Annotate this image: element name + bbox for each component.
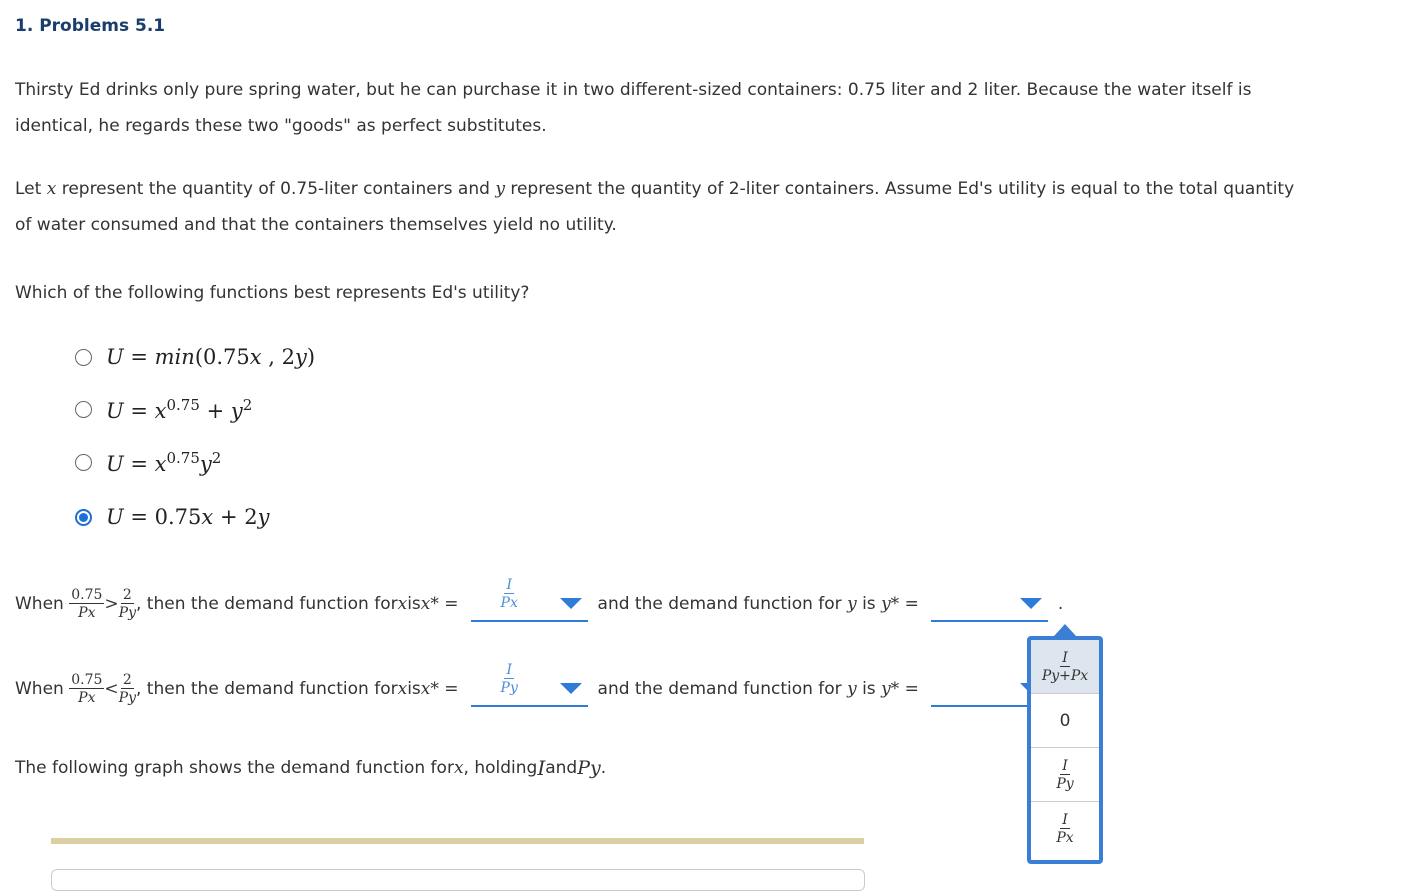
setup-paragraph: [15, 171, 1395, 243]
y-demand-dropdown-menu: [1027, 636, 1103, 864]
var-y: y: [495, 179, 505, 199]
graph-intro-text: The following graph shows the demand function for x , holding I and Py .: [15, 756, 607, 780]
dropdown-pointer: [1054, 624, 1076, 636]
radio-button[interactable]: [75, 401, 92, 418]
selected-value: $\frac{I}{Py}$: [500, 662, 518, 696]
option-label: U = 0.75x + 2y: [106, 505, 270, 529]
intro-line-2: identical, he regards these two "goods" as perfect substitutes.: [15, 116, 547, 136]
option-label: U = min(0.75x , 2y): [106, 345, 316, 369]
ratio-x: $\frac{0.75}{Px}$: [71, 587, 103, 621]
ratio-y: $\frac{2}{Py}$: [118, 672, 136, 706]
y-demand-select-1[interactable]: [931, 586, 1048, 622]
radio-button-selected[interactable]: [75, 509, 92, 526]
intro-line-1: Thirsty Ed drinks only pure spring water, but he can purchase it in two different-sized containers: 0.75 liter and 2 liter. Because the water itself is: [15, 80, 1252, 100]
x-demand-select-1[interactable]: [471, 577, 588, 622]
graph-container: [51, 869, 865, 891]
option-min[interactable]: [75, 345, 315, 369]
question-text: Which of the following functions best represents Ed's utility?: [15, 283, 530, 303]
radio-button[interactable]: [75, 454, 92, 471]
dropdown-option[interactable]: 0: [1031, 694, 1099, 748]
when-row-2: When $\frac{0.75}{Px}$ < $\frac{2}{Py}$ , then the demand function for x is x* = $\frac{I}{Py}$ and the demand function for y is y* =: [15, 671, 1063, 707]
intro-paragraph: [15, 72, 1395, 144]
radio-button[interactable]: [75, 349, 92, 366]
var-x: x: [46, 179, 57, 199]
dropdown-option[interactable]: $\frac{I}{Py+Px}$: [1031, 640, 1099, 694]
x-demand-select-2[interactable]: [471, 662, 588, 707]
ratio-x: $\frac{0.75}{Px}$: [71, 672, 103, 706]
setup-line-1: Let x represent the quantity of 0.75-liter containers and y represent the quantity of 2-liter containers. Assume Ed's utility is equal to the total quantity: [15, 179, 1295, 199]
when-row-1: When $\frac{0.75}{Px}$ > $\frac{2}{Py}$ , then the demand function for x is x* = $\frac{I}{Px}$ and the demand function for y is y* = .: [15, 577, 1064, 621]
option-label: $U = x^{0.75} + y^2$: [106, 396, 253, 423]
problem-title: 1. Problems 5.1: [15, 16, 166, 36]
chevron-down-icon: [1020, 598, 1042, 609]
dropdown-option[interactable]: $\frac{I}{Px}$: [1056, 812, 1074, 846]
option-cobb-douglas[interactable]: [75, 449, 221, 476]
ratio-y: $\frac{2}{Py}$: [118, 587, 136, 621]
option-linear[interactable]: [75, 505, 269, 529]
setup-line-2: of water consumed and that the containers themselves yield no utility.: [15, 215, 617, 235]
option-label: $U = x^{0.75}y^2$: [106, 449, 222, 476]
graph-header-bar: [51, 838, 864, 844]
chevron-down-icon: [560, 598, 582, 609]
option-sum-powers[interactable]: [75, 396, 252, 423]
dropdown-option[interactable]: $\frac{I}{Py}$: [1031, 748, 1099, 802]
chevron-down-icon: [560, 683, 582, 694]
selected-value: $\frac{I}{Px}$: [500, 577, 518, 611]
